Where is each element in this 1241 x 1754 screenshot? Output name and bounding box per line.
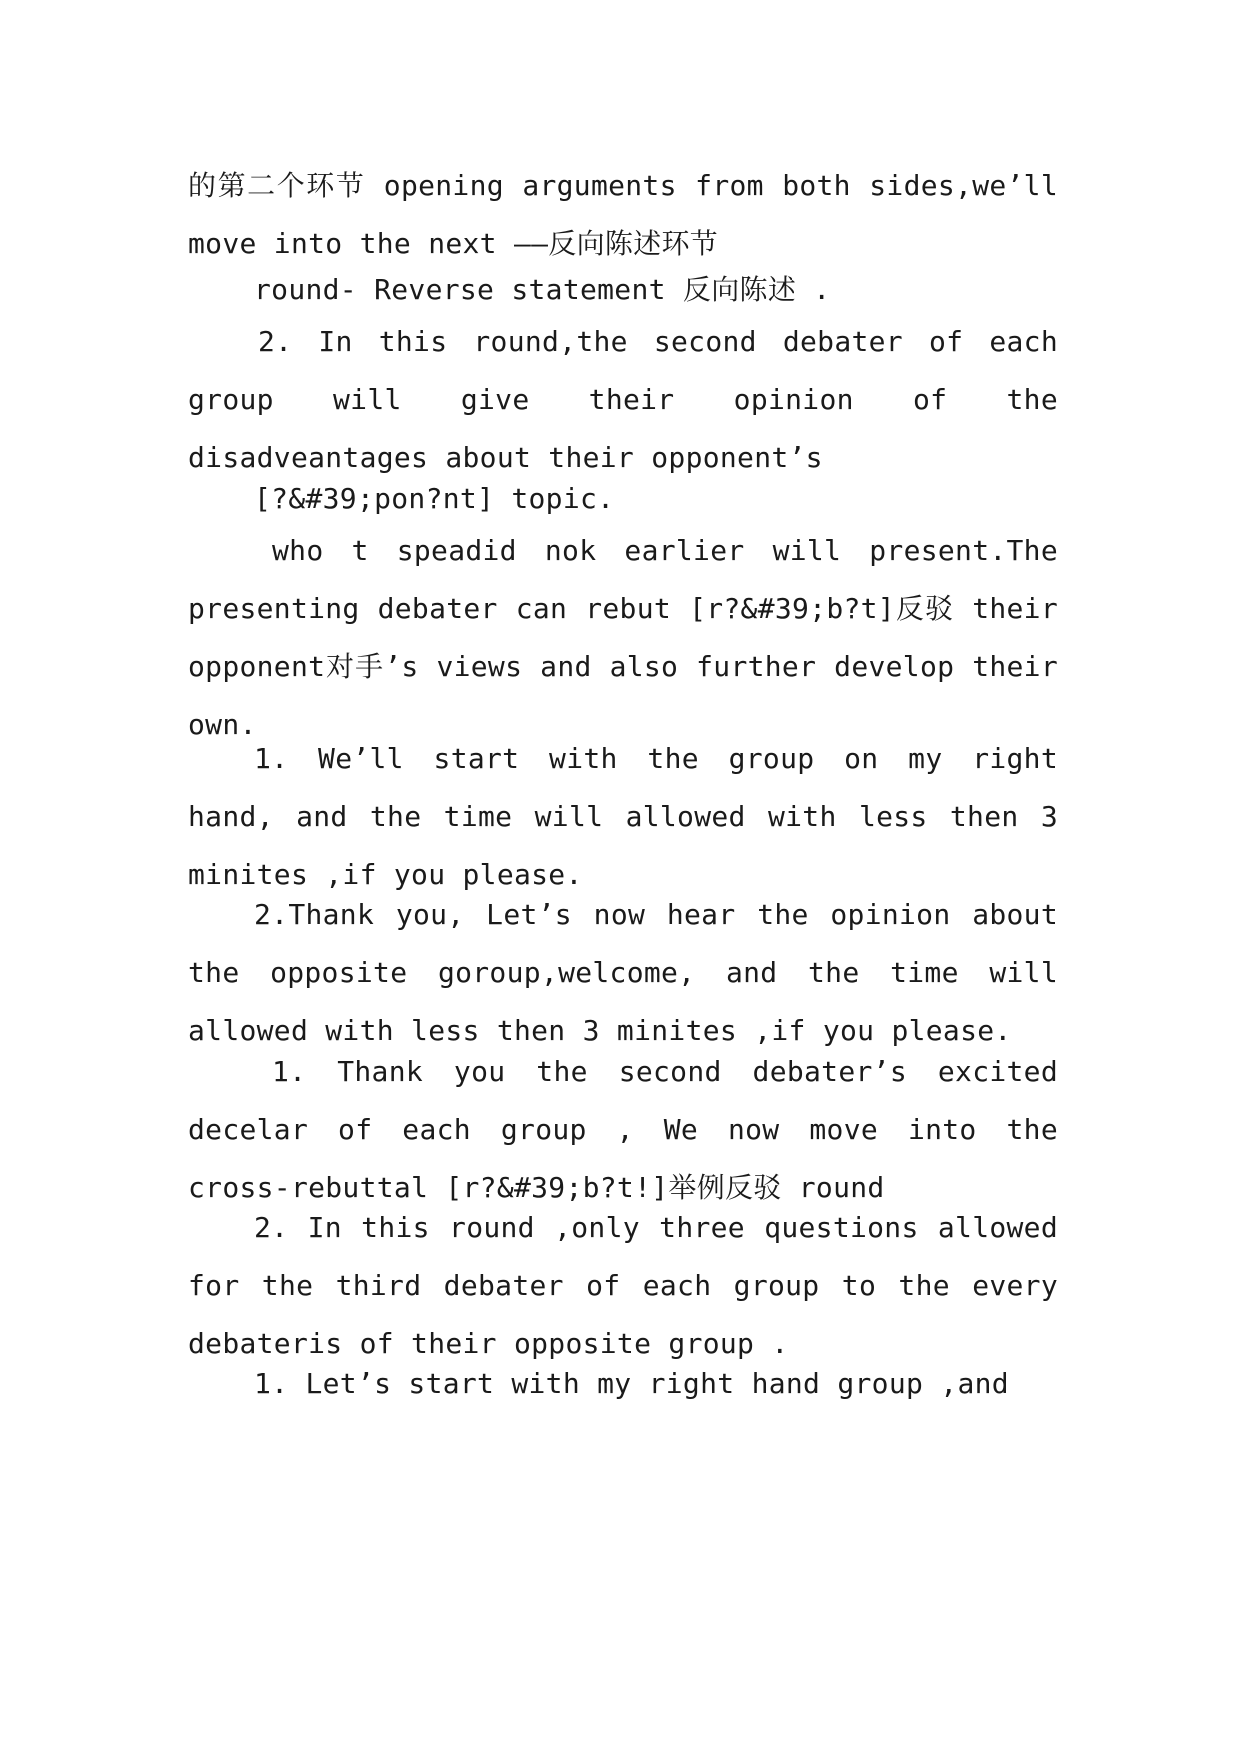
paragraph-right-hand-group: 1. We’ll start with the group on my right hand, and the time will allowed with less then 3 minites ,if you please. <box>188 742 1058 891</box>
paragraph-presenting-debater: who t speadid nok earlier will present.The presenting debater can rebut [r?&#39;b?t]反驳 their opponent对手’s views and also further develop their own. <box>188 534 1058 741</box>
paragraph-round-rules: 2. In this round,the second debater of each group will give their opinion of the disadveantages about their opponent’s <box>188 325 1058 474</box>
paragraph-opposite-group: 2.Thank you, Let’s now hear the opinion about the opposite goroup,welcome, and the time will allowed with less then 3 minites ,if you please. <box>188 898 1058 1047</box>
paragraph-opening-arguments: 的第二个环节 opening arguments from both sides,we’ll move into the next ——反向陈述环节 <box>188 169 1058 260</box>
paragraph-three-questions: 2. In this round ,only three questions allowed for the third debater of each group to the every debateris of their opposite group . <box>188 1211 1058 1360</box>
paragraph-cross-rebuttal: 1. Thank you the second debater’s excited decelar of each group , We now move into the cross-rebuttal [r?&#39;b?t!]举例反驳 round <box>188 1055 1058 1204</box>
paragraph-reverse-statement: round- Reverse statement 反向陈述 . <box>254 273 831 306</box>
paragraph-phonetic-topic: [?&#39;pon?nt] topic. <box>254 482 615 515</box>
paragraph-start-right-hand: 1. Let’s start with my right hand group ,and <box>254 1367 1009 1400</box>
